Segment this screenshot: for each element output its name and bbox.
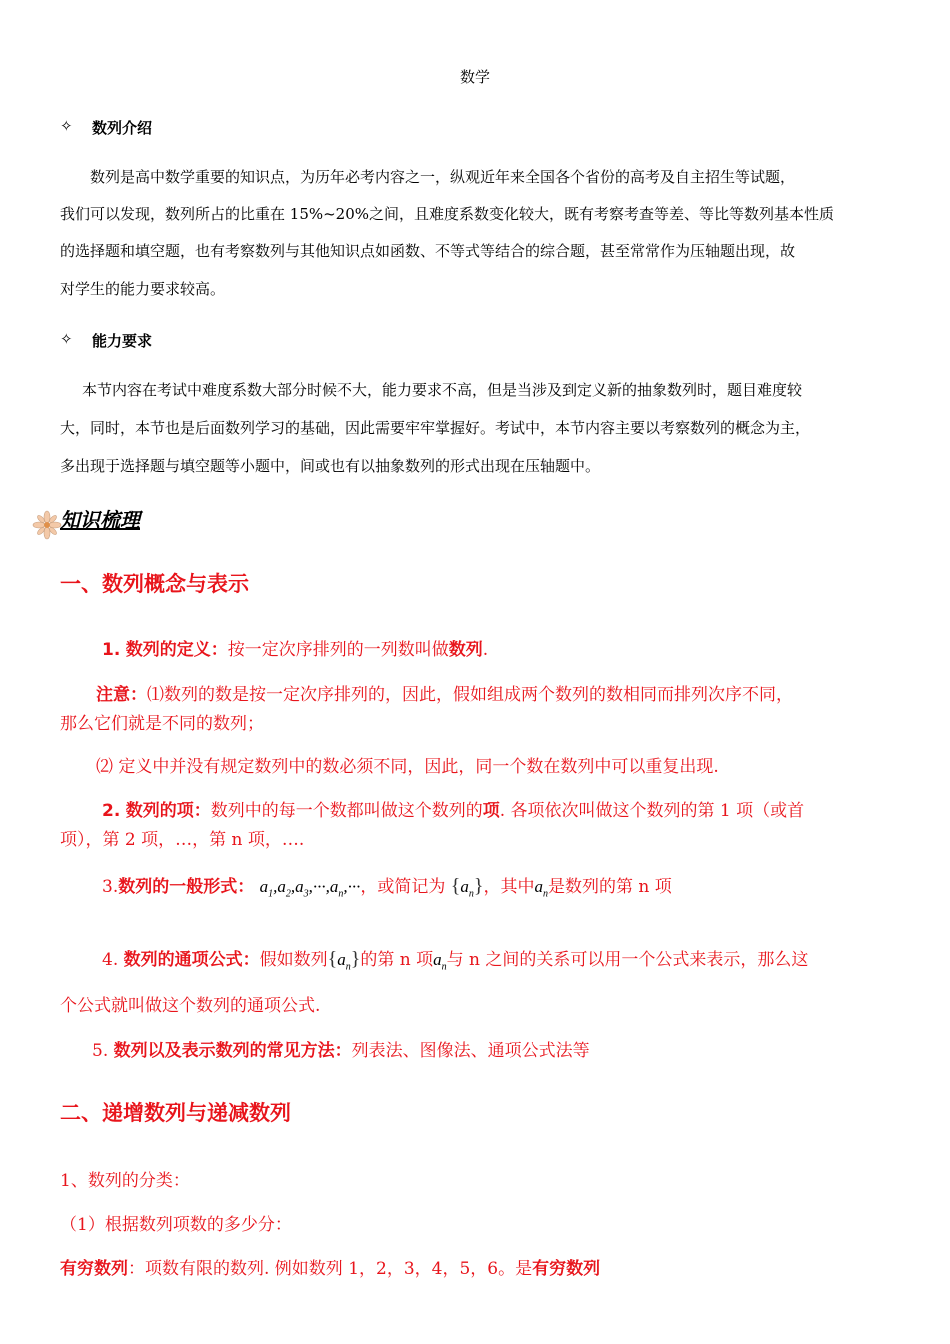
note1-line-1: [96, 680, 793, 705]
item4-line-1: [102, 945, 808, 972]
item3-notation-formula: $\{a_n\}$: [450, 875, 484, 900]
item2-rest: . 各项依次叫做这个数列的第 1 项（或首: [499, 801, 805, 821]
note2-line: ⑵ 定义中并没有规定数列中的数必须不同，因此，同一个数在数列中可以重复出现.: [96, 757, 719, 777]
intro-line-3: 的选择题和填空题，也有考察数列与其他知识点如函数、不等式等结合的综合题，甚至常常作为压轴题出现，故: [60, 242, 796, 260]
item1-label: 数列的定义：: [125, 640, 228, 660]
item2-text: 数列中的每一个数都叫做这个数列的: [210, 801, 483, 821]
note1-label: 注意：: [96, 685, 147, 705]
item1-text: 按一定次序排列的一列数叫做: [227, 640, 449, 660]
part2-heading: 二、递增数列与递减数列: [60, 1101, 291, 1125]
item5-num: 5.: [92, 1041, 109, 1061]
item2-term: 项: [482, 801, 500, 821]
item2-label: 数列的项：: [125, 801, 211, 821]
item1-definition: [102, 635, 488, 660]
item3-an-formula: $a_n$: [534, 877, 549, 900]
item2-line-2: 项），第 2 项，…，第 n 项，….: [60, 830, 305, 850]
diamond-bullet-icon: ✧: [60, 330, 73, 348]
item1-term: 数列: [448, 640, 483, 660]
item1-num: 1.: [102, 640, 121, 660]
item3-line: [102, 872, 672, 899]
item5-text: 列表法、图像法、通项公式法等: [351, 1041, 590, 1061]
sparkle-icon: [32, 510, 62, 540]
finite-sequence-line: [60, 1254, 600, 1279]
item4-t3: 与 n 之间的关系可以用一个公式来表示，那么这: [446, 950, 809, 970]
item5-label: 数列以及表示数列的常见方法：: [113, 1041, 352, 1061]
diamond-bullet-icon: ✧: [60, 117, 73, 135]
item2-line-1: [102, 796, 804, 821]
knowledge-title: 知识梳理: [60, 508, 140, 532]
item5-line: [92, 1036, 590, 1061]
ability-line-2: 大，同时，本节也是后面数列学习的基础，因此需要牢牢掌握好。考试中，本节内容主要以考察数列的概念为主，: [60, 419, 811, 437]
section-title-ability: 能力要求: [92, 332, 153, 350]
finite-term: 有穷数列: [532, 1259, 601, 1279]
item4-num: 4.: [102, 950, 119, 970]
part1-heading: 一、数列概念与表示: [60, 572, 249, 596]
finite-label: 有穷数列: [60, 1259, 128, 1279]
finite-text: ：项数有限的数列. 例如数列 1，2，3，4，5，6。是: [128, 1259, 533, 1279]
note1-line-2: 那么它们就是不同的数列；: [60, 714, 264, 734]
item4-t1: 假如数列: [259, 950, 328, 970]
ability-line-1: 本节内容在考试中难度系数大部分时候不大，能力要求不高，但是当涉及到定义新的抽象数列时，题目难度较: [82, 381, 803, 399]
item3-num: 3.: [102, 877, 119, 897]
item2-num: 2.: [102, 801, 121, 821]
item3-label: 数列的一般形式：: [118, 877, 255, 897]
item4-label: 数列的通项公式：: [123, 950, 260, 970]
note1-text: ⑴数列的数是按一定次序排列的，因此，假如组成两个数列的数相同而排列次序不同，: [147, 685, 793, 705]
item3-mid: ，或简记为: [360, 877, 446, 897]
item1-end: .: [482, 640, 489, 660]
intro-line-1: 数列是高中数学重要的知识点，为历年必考内容之一，纵观近年来全国各个省份的高考及自主招生等试题，: [90, 168, 796, 186]
intro-line-2: 我们可以发现，数列所占的比重在 15%~20%之间，且难度系数变化较大，既有考察考查等差、等比等数列基本性质: [60, 205, 835, 223]
page-header-title: 数学: [459, 68, 490, 86]
item4-an-formula: $a_n$: [433, 950, 447, 973]
ability-line-3: 多出现于选择题与填空题等小题中，间或也有以抽象数列的形式出现在压轴题中。: [60, 457, 601, 475]
item3-sequence-formula: $a_1,a_2,a_3,\cdot\cdot\cdot,a_n,\cdot\cdot\cdot$: [259, 877, 361, 900]
item4-notation-formula: $\{a_n\}$: [327, 948, 361, 973]
intro-line-4: 对学生的能力要求较高。: [60, 280, 226, 298]
item4-t2: 的第 n 项: [360, 950, 434, 970]
part2-sub2: （1）根据数列项数的多少分：: [60, 1215, 292, 1235]
item3-end: 是数列的第 n 项: [548, 877, 672, 897]
item3-mid2: ，其中: [483, 877, 535, 897]
part2-sub1: 1、数列的分类：: [60, 1171, 190, 1191]
section-title-intro: 数列介绍: [92, 119, 153, 137]
item4-line-2: 个公式就叫做这个数列的通项公式.: [60, 996, 321, 1016]
